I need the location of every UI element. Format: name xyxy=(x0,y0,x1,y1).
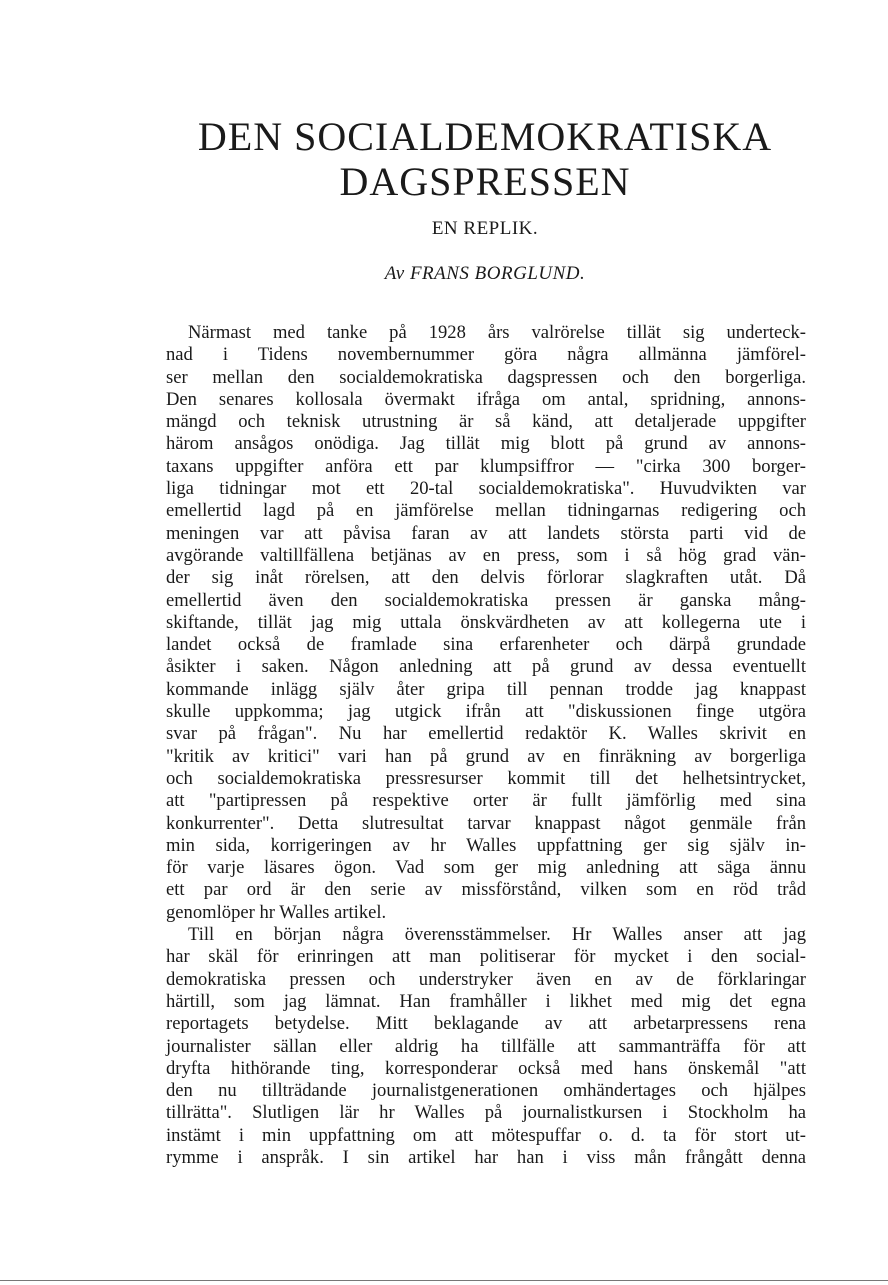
text-line: härtill, som jag lämnat. Han framhåller i likhet med mig det egna xyxy=(166,990,806,1012)
text-line: min sida, korrigeringen av hr Walles uppfattning ger sig själv in- xyxy=(166,834,806,856)
article-title-line-1: DEN SOCIALDEMOKRATISKA xyxy=(197,114,773,159)
text-line: mängd och teknisk utrustning är så känd, att detaljerade uppgifter xyxy=(166,411,806,433)
text-line: Den senares kollosala övermakt ifråga om antal, spridning, annons- xyxy=(166,388,806,410)
text-line: och socialdemokratiska pressresurser kommit till det helhetsintrycket, xyxy=(166,767,806,789)
text-line: der sig inåt rörelsen, att den delvis förlorar slagkraften utåt. Då xyxy=(166,567,806,589)
text-line: för varje läsares ögon. Vad som ger mig anledning att säga ännu xyxy=(166,857,806,879)
article-author: Av FRANS BORGLUND. xyxy=(384,263,586,284)
text-line: åsikter i saken. Någon anledning att på grund av dessa eventuellt xyxy=(166,656,806,678)
text-line: emellertid även den socialdemokratiska pressen är ganska mång- xyxy=(166,589,806,611)
text-line: landet också de framlade sina erfarenheter och därpå grundade xyxy=(166,634,806,656)
text-line: reportagets betydelse. Mitt beklagande av att arbetarpressens rena xyxy=(166,1013,806,1035)
text-line: liga tidningar mot ett 20-tal socialdemokratiska". Huvudvikten var xyxy=(166,478,806,500)
text-line: skiftande, tillät jag mig uttala önskvärdheten av att kollegerna ute i xyxy=(166,611,806,633)
article-title-line-2: DAGSPRESSEN xyxy=(339,159,631,204)
text-line: kommande inlägg själv åter gripa till pennan trodde jag knappast xyxy=(166,678,806,700)
text-line: nad i Tidens novembernummer göra några allmänna jämförel- xyxy=(166,344,806,366)
page-bottom-rule xyxy=(0,1280,888,1281)
text-line: demokratiska pressen och understryker även en av de förklaringar xyxy=(166,968,806,990)
text-line: Till en början några överensstämmelser. Hr Walles anser att jag xyxy=(188,924,806,946)
text-line: Närmast med tanke på 1928 års valrörelse tillät sig underteck- xyxy=(188,322,806,343)
text-line: den nu tillträdande journalistgenerationen omhändertages och hjälpes xyxy=(166,1080,806,1102)
text-line: avgörande valtillfällena betjänas av en press, som i så hög grad vän- xyxy=(166,544,806,566)
text-line: tillrätta". Slutligen lär hr Walles på journalistkursen i Stockholm ha xyxy=(166,1102,806,1124)
text-line: instämt i min uppfattning om att mötespuffar o. d. ta för stort ut- xyxy=(166,1124,806,1146)
text-line: har skäl för erinringen att man politiserar för mycket i den social- xyxy=(166,946,806,968)
article-body xyxy=(166,322,806,1169)
text-line: konkurrenter". Detta slutresultat tarvar knappast något genmäle från xyxy=(166,812,806,834)
text-line: härom ansågos onödiga. Jag tillät mig blott på grund av annons- xyxy=(166,433,806,455)
text-line: ett par ord är den serie av missförstånd, vilken som en röd tråd xyxy=(166,879,806,901)
article-subtitle: EN REPLIK. xyxy=(431,218,539,239)
text-line: svar på frågan". Nu har emellertid redaktör K. Walles skrivit en xyxy=(166,723,806,745)
text-line: taxans uppgifter anföra ett par klumpsiffror — "cirka 300 borger- xyxy=(166,455,806,477)
text-line: emellertid lagd på en jämförelse mellan tidningarnas redigering och xyxy=(166,500,806,522)
text-line: genomlöper hr Walles artikel. xyxy=(166,901,387,923)
text-line: "kritik av kritici" vari han på grund av en finräkning av borgerliga xyxy=(166,745,806,767)
text-line: dryfta hithörande ting, korresponderar också med hans önskemål "att xyxy=(166,1057,806,1079)
text-line: journalister sällan eller aldrig ha tillfälle att sammanträffa för att xyxy=(166,1035,806,1057)
text-line: rymme i anspråk. I sin artikel har han i viss mån frångått denna xyxy=(166,1146,806,1168)
text-line: skulle uppkomma; jag utgick ifrån att "diskussionen finge utgöra xyxy=(166,701,806,723)
text-line: att "partipressen på respektive orter är fullt jämförlig med sina xyxy=(166,790,806,812)
text-line: meningen var att påvisa faran av att landets största parti vid de xyxy=(166,522,806,544)
text-line: ser mellan den socialdemokratiska dagspressen och den borgerliga. xyxy=(166,366,806,388)
